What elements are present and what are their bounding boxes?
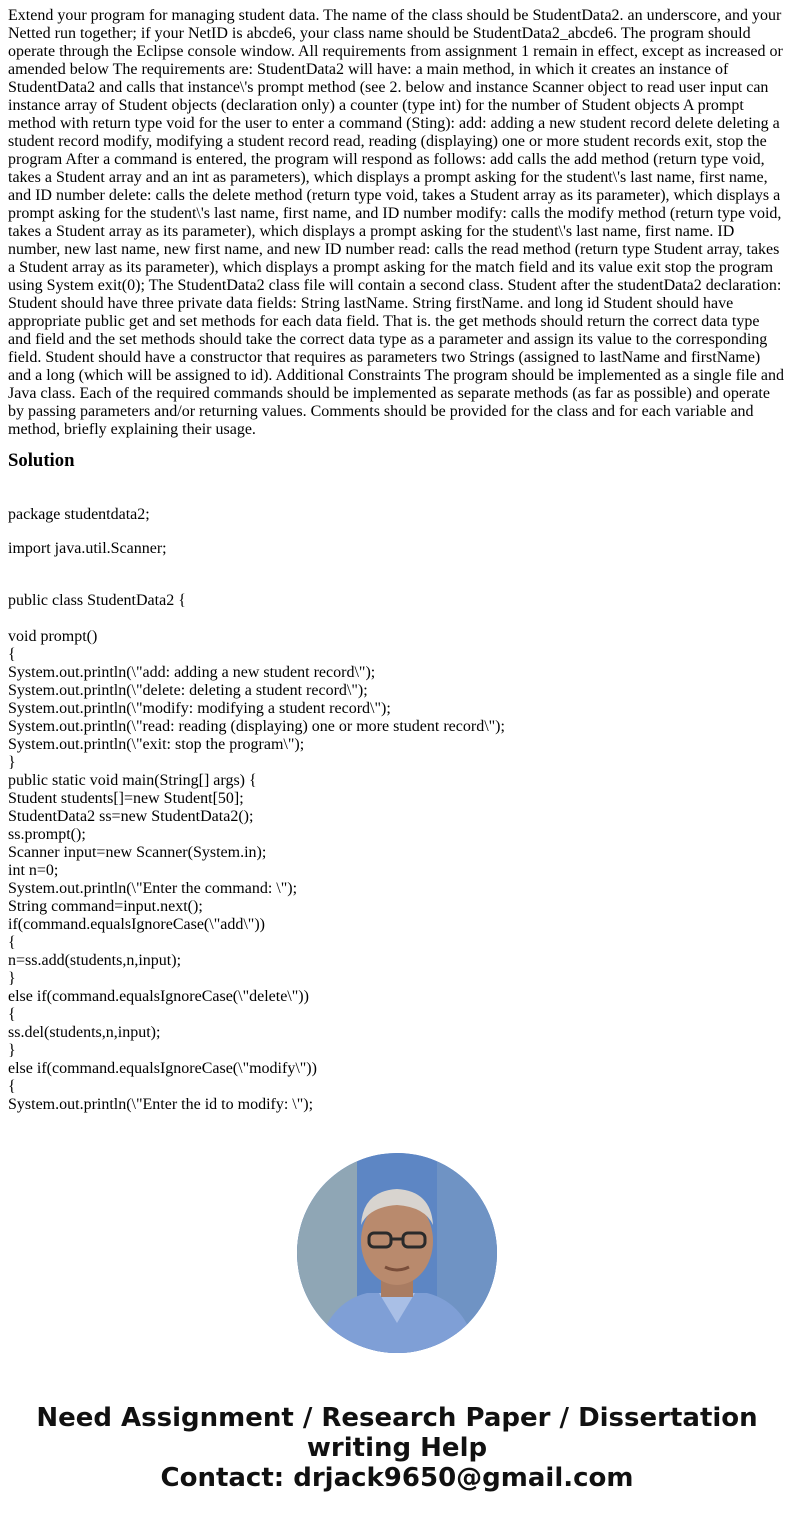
code-import-line: import java.util.Scanner;: [8, 540, 167, 557]
code-line: void prompt(): [8, 628, 98, 645]
code-line: ss.prompt();: [8, 826, 86, 843]
code-line: {: [8, 934, 16, 951]
code-line: ss.del(students,n,input);: [8, 1024, 161, 1041]
code-line: System.out.println(\"Enter the command: \");: [8, 880, 298, 897]
code-line: {: [8, 1078, 16, 1095]
code-line: public static void main(String[] args) {: [8, 772, 257, 789]
code-line: Scanner input=new Scanner(System.in);: [8, 844, 267, 861]
code-line: n=ss.add(students,n,input);: [8, 952, 182, 969]
promo-line-2: writing Help: [306, 1433, 488, 1463]
code-line: {: [8, 646, 16, 663]
code-line: System.out.println(\"exit: stop the program\");: [8, 736, 305, 753]
code-line: }: [8, 970, 16, 987]
code-line: else if(command.equalsIgnoreCase(\"delete\")): [8, 988, 309, 1005]
code-line: }: [8, 1042, 16, 1059]
code-line: [8, 610, 786, 628]
code-line: String command=input.next();: [8, 898, 203, 915]
document-page: [8, 7, 786, 1114]
code-line: if(command.equalsIgnoreCase(\"add\")): [8, 916, 265, 933]
author-avatar: [297, 1153, 497, 1353]
code-block: [8, 592, 786, 1114]
code-line: {: [8, 1006, 16, 1023]
code-line: public class StudentData2 {: [8, 592, 186, 609]
code-line: System.out.println(\"delete: deleting a student record\");: [8, 682, 368, 699]
promo-banner: [0, 1403, 794, 1493]
code-line: System.out.println(\"read: reading (displaying) one or more student record\");: [8, 718, 505, 735]
code-line: System.out.println(\"add: adding a new student record\");: [8, 664, 376, 681]
code-line: StudentData2 ss=new StudentData2();: [8, 808, 254, 825]
promo-line-1: Need Assignment / Research Paper / Dissertation: [36, 1403, 758, 1433]
code-line: System.out.println(\"modify: modifying a student record\");: [8, 700, 391, 717]
question-text: Extend your program for managing student data. The name of the class should be StudentData2. an underscore, and your Netted run together; if your NetID is abcde6, your class name should be StudentData2_abcde6. The program should operate through the Eclipse console window. All requirements from assignment 1 remain in effect, except as increased or amended below The requirements are: StudentData2 will have: a main method, in which it creates an instance of StudentData2 and calls that instance\'s prompt method (see 2. below and instance Scanner object to read user input can instance array of Student objects (declaration only) a counter (type int) for the number of Student objects A prompt method with return type void for the user to enter a command (Sting): add: adding a new student record delete deleting a student record modify, modifying a student record read, reading (displaying) one or more student records exit, stop the program After a command is entered, the program will respond as follows: add calls the add method (return type void, takes a Student array and an int as parameters), which displays a prompt asking for the student\'s last name, first name, and ID number delete: calls the delete method (return type void, takes a Student array as its parameter), which displays a prompt asking for the student\'s last name, first name, and ID number modify: calls the modify method (return type void, takes a Student array as its parameter), which displays a prompt asking for the student\'s last name, first name. ID number, new last name, new first name, and new ID number read: calls the read method (return type Student array, takes a Student array as its parameter), which displays a prompt asking for the match field and its value exit stop the program using System exit(0); The StudentData2 class file will contain a second class. Student after the studentData2 declaration: Student should have three private data fields: String lastName. String firstName. and long id Student should have appropriate public get and set methods for each data field. That is. the get methods should return the correct data type and field and the set methods should take the correct data type as a parameter and assign its value to the corresponding field. Student should have a constructor that requires as parameters two Strings (assigned to lastName and firstName) and a long (which will be assigned to id). Additional Constraints The program should be implemented as a single file and Java class. Each of the required commands should be implemented as separate methods (as far as possible) and operate by passing parameters and/or returning values. Comments should be provided for the class and for each variable and method, briefly explaining their usage.: [8, 7, 784, 438]
code-package-line: package studentdata2;: [8, 506, 150, 523]
person-portrait-icon: [297, 1153, 497, 1353]
promo-contact: Contact: drjack9650@gmail.com: [160, 1463, 634, 1493]
code-line: else if(command.equalsIgnoreCase(\"modify\")): [8, 1060, 317, 1077]
code-line: System.out.println(\"Enter the id to modify: \");: [8, 1096, 314, 1113]
code-line: Student students[]=new Student[50];: [8, 790, 244, 807]
code-line: int n=0;: [8, 862, 59, 879]
solution-heading: Solution: [8, 450, 75, 471]
code-line: }: [8, 754, 16, 771]
